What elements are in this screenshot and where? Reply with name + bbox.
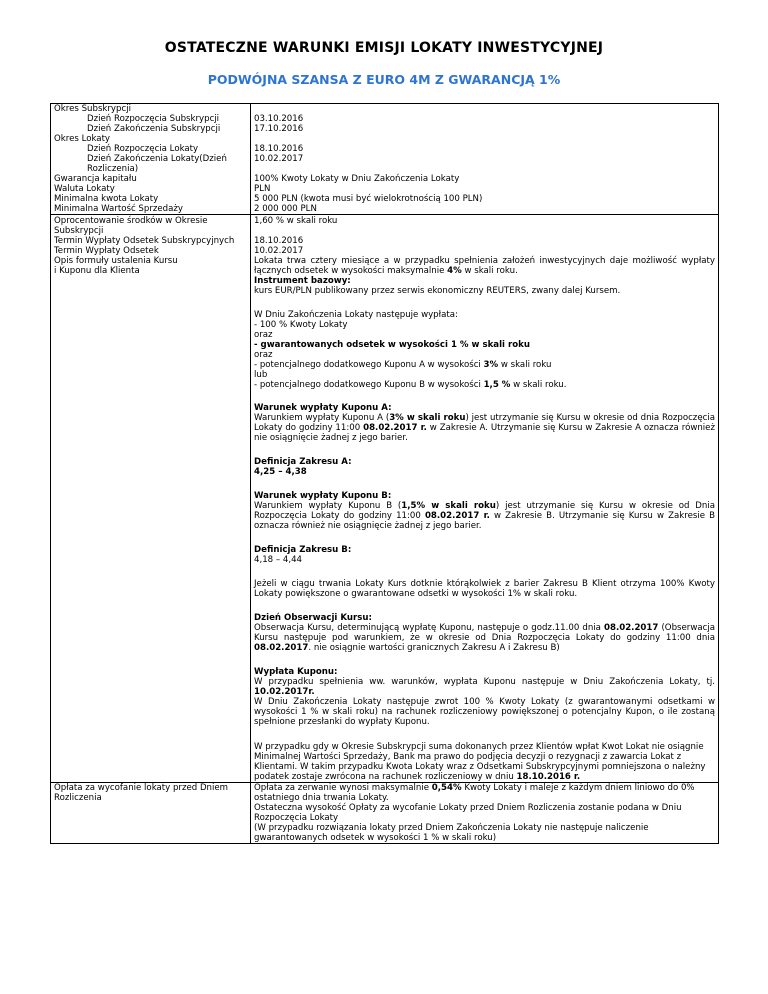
payout-line: - 100 % Kwoty Lokaty — [254, 320, 348, 330]
payout-line: - potencjalnego dodatkowego Kuponu B w wysokości 1,5 % w skali roku. — [254, 380, 567, 390]
term-label: Rozliczenia) — [87, 164, 139, 174]
payout-line: lub — [254, 370, 268, 380]
term-label: Okres Lokaty — [54, 134, 111, 144]
document-subtitle: PODWÓJNA SZANSA Z EURO 4M Z GWARANCJĄ 1% — [207, 72, 561, 87]
section-text: W przypadku spełnienia ww. warunków, wypłata Kuponu następuje w Dniu Zakończenia Lokaty, tj. 10.02.2017r. — [254, 677, 715, 697]
section-text: W przypadku gdy w Okresie Subskrypcji suma dokonanych przez Klientów wpłat Kwot Lokat nie osiągnie Minimalnej Wartości Sprzedaży, Bank ma prawo do podjęcia decyzji o rezygnacji z zawarcia Lokat z Klientami. W takim przypadku Kwota Lokaty wraz z Odsetkami Subskrypcyjnymi pomniejszona o należny podatek zostaje zwrócona na rachunek rozliczeniowy w dniu 18.10.2016 r. — [254, 742, 706, 782]
table-row — [51, 104, 719, 215]
section-heading: Definicja Zakresu B: — [254, 545, 352, 555]
terms-table — [50, 103, 719, 844]
term-label: Dzień Zakończenia Subskrypcji — [87, 124, 221, 134]
section-text: Warunkiem wypłaty Kuponu A (3% w skali roku) jest utrzymanie się Kursu w okresie od dnia Rozpoczęcia Lokaty do godziny 11:00 08.02.2017 r. w Zakresie A. Utrzymanie się Kursu w Zakresie A oznacza również nie osiągnięcie żadnej z jego barier. — [254, 413, 715, 443]
section-text: Obserwacja Kursu, determinującą wypłatę Kuponu, następuje o godz.11.00 dnia 08.02.2017 (Obserwacja Kursu następuje pod warunkiem, że w okresie od Dnia Rozpoczęcia Lokaty do godziny 11:00 dnia 08.02.2017. nie osiągnie wartości granicznych Zakresu A i Zakresu B) — [254, 623, 715, 653]
term-label: Dzień Zakończenia Lokaty(Dzień — [87, 154, 227, 164]
section-heading: Wypłata Kuponu: — [254, 667, 338, 677]
section-heading: Warunek wypłaty Kuponu A: — [254, 403, 392, 413]
term-label: Subskrypcji — [54, 226, 104, 236]
term-value: 10.02.2017 — [254, 246, 304, 256]
term-value: 03.10.2016 — [254, 114, 304, 124]
term-label: Opłata za wycofanie lokaty przed Dniem — [54, 783, 229, 793]
term-label: Rozliczenia — [54, 793, 102, 803]
terms-label-cell — [51, 215, 251, 783]
term-label: Oprocentowanie środków w Okresie — [54, 216, 208, 226]
payout-line: W Dniu Zakończenia Lokaty następuje wypłata: — [254, 310, 458, 320]
payout-line: oraz — [254, 330, 273, 340]
table-row — [51, 783, 719, 844]
term-value: 17.10.2016 — [254, 124, 304, 134]
barrier-paragraph: Jeżeli w ciągu trwania Lokaty Kurs dotknie którąkolwiek z barier Zakresu B Klient otrzyma 100% Kwoty Lokaty powiększone o gwarantowane odsetki w wysokości 1% w skali roku. — [254, 579, 715, 599]
section-text: Ostateczna wysokość Opłaty za wycofanie Lokaty przed Dniem Rozliczenia zostanie podana w Dniu Rozpoczęcia Lokaty — [254, 803, 682, 823]
section-text: kurs EUR/PLN publikowany przez serwis ekonomiczny REUTERS, zwany dalej Kursem. — [254, 286, 621, 296]
document-title: OSTATECZNE WARUNKI EMISJI LOKATY INWESTYCYJNEJ — [164, 40, 604, 56]
terms-label-cell — [51, 783, 251, 844]
section-heading: Instrument bazowy: — [254, 276, 351, 286]
term-value: 18.10.2016 — [254, 144, 304, 154]
intro-paragraph: Lokata trwa cztery miesiące a w przypadku spełnienia założeń inwestycyjnych daje możliwość wypłaty łącznych odsetek w wysokości maksymalnie 4% w skali roku. — [254, 256, 715, 276]
section-heading: Dzień Obserwacji Kursu: — [254, 613, 372, 623]
term-label: i Kuponu dla Klienta — [54, 266, 140, 276]
term-label: Dzień Rozpoczęcia Lokaty — [87, 144, 199, 154]
payout-line: - potencjalnego dodatkowego Kuponu A w wysokości 3% w skali roku — [254, 360, 552, 370]
term-label: Waluta Lokaty — [54, 184, 115, 194]
term-value: 18.10.2016 — [254, 236, 304, 246]
term-value: 100% Kwoty Lokaty w Dniu Zakończenia Lokaty — [254, 174, 460, 184]
section-text: 4,25 – 4,38 — [254, 467, 307, 477]
table-row — [51, 215, 719, 783]
term-label: Opis formuły ustalenia Kursu — [54, 256, 178, 266]
term-label: Minimalna Wartość Sprzedaży — [54, 204, 183, 214]
section-text: (W przypadku rozwiązania lokaty przed Dniem Zakończenia Lokaty nie następuje naliczenie gwarantowanych odsetek w wysokości 1 % w skali roku) — [254, 823, 649, 843]
term-value: PLN — [254, 184, 271, 194]
section-text: Warunkiem wypłaty Kuponu B (1,5% w skali roku) jest utrzymanie się Kursu w okresie od Dnia Rozpoczęcia Lokaty do godziny 11:00 08.02.2017 r. w Zakresie B. Utrzymanie się Kursu w Zakresie B oznacza również nie osiągnięcie żadnej z jego barier. — [254, 501, 715, 531]
term-label: Termin Wypłaty Odsetek — [54, 246, 159, 256]
term-value: 2 000 000 PLN — [254, 204, 317, 214]
section-text: Opłata za zerwanie wynosi maksymalnie 0,54% Kwoty Lokaty i maleje z każdym dniem liniowo do 0% ostatniego dnia trwania Lokaty. — [254, 783, 695, 803]
terms-value-cell — [251, 783, 719, 844]
section-heading: Warunek wypłaty Kuponu B: — [254, 491, 392, 501]
section-text: 4,18 – 4,44 — [254, 555, 303, 565]
section-text: W Dniu Zakończenia Lokaty następuje zwrot 100 % Kwoty Lokaty (z gwarantowanymi odsetkami w wysokości 1 % w skali roku) na rachunek rozliczeniowy powiększonej o potencjalny Kupon, o ile zostaną spełnione przesłanki do wypłaty Kuponu. — [254, 697, 715, 727]
term-label: Dzień Rozpoczęcia Subskrypcji — [87, 114, 220, 124]
term-value: 5 000 PLN (kwota musi być wielokrotnością 100 PLN) — [254, 194, 483, 204]
terms-label-cell — [51, 104, 251, 215]
terms-value-cell — [251, 104, 719, 215]
term-value: 1,60 % w skali roku — [254, 216, 338, 226]
term-label: Okres Subskrypcji — [54, 104, 131, 114]
terms-value-cell — [251, 215, 719, 783]
payout-line: oraz — [254, 350, 273, 360]
term-label: Minimalna kwota Lokaty — [54, 194, 159, 204]
term-label: Gwarancja kapitału — [54, 174, 137, 184]
payout-line: - gwarantowanych odsetek w wysokości 1 % w skali roku — [254, 340, 530, 350]
section-heading: Definicja Zakresu A: — [254, 457, 352, 467]
term-label: Termin Wypłaty Odsetek Subskrypcyjnych — [54, 236, 235, 246]
term-value: 10.02.2017 — [254, 154, 304, 164]
